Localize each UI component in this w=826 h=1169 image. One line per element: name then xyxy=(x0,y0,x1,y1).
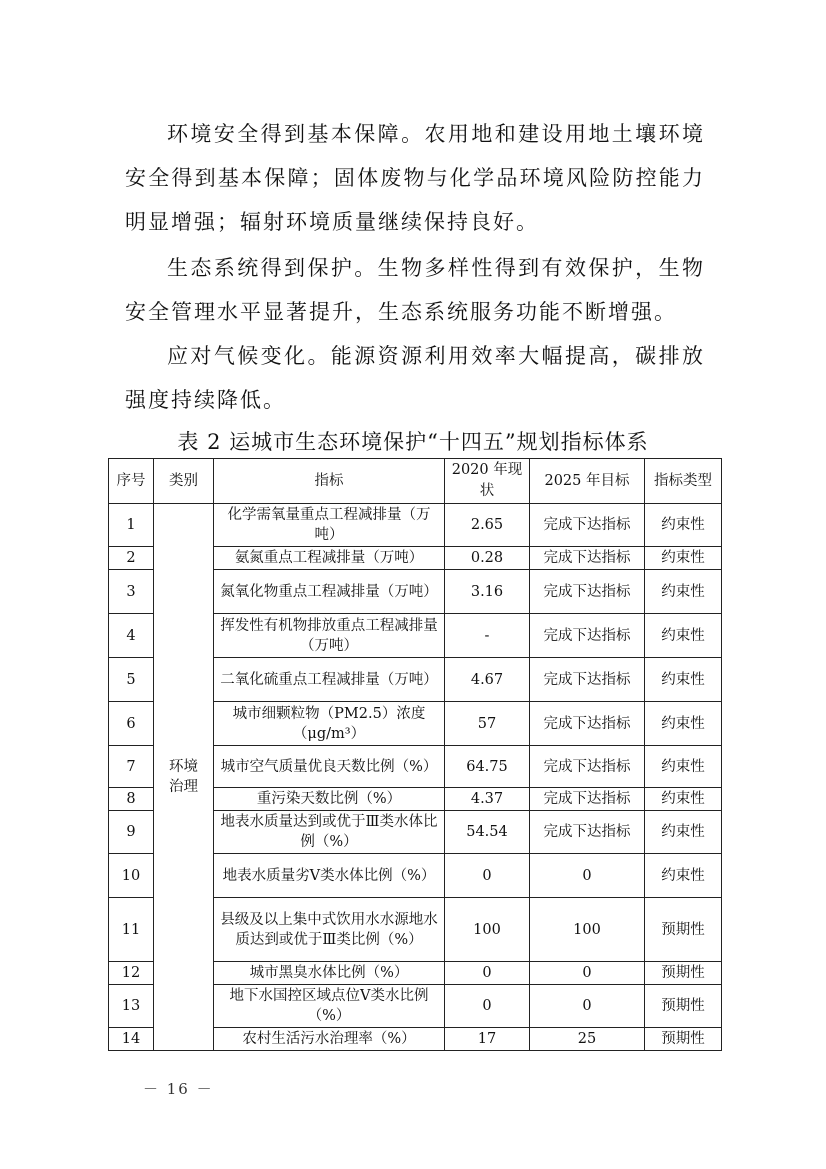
cell-indicator: 地表水质量达到或优于Ⅲ类水体比例（%） xyxy=(214,811,445,854)
paragraph-ecosystem: 生态系统得到保护。生物多样性得到有效保护，生物安全管理水平显著提升，生态系统服务功能不断增强。 xyxy=(125,256,705,324)
cell-type: 约束性 xyxy=(645,746,722,788)
cell-indicator: 地下水国控区域点位Ⅴ类水比例（%） xyxy=(214,985,445,1028)
cell-type: 约束性 xyxy=(645,614,722,658)
cell-status-2020: 0 xyxy=(445,854,530,898)
cell-target-2025: 完成下达指标 xyxy=(530,702,645,746)
cell-type: 约束性 xyxy=(645,658,722,702)
cell-target-2025: 完成下达指标 xyxy=(530,658,645,702)
cell-type: 预期性 xyxy=(645,962,722,985)
cell-status-2020: 0.28 xyxy=(445,547,530,570)
paragraph-environment-safety: 环境安全得到基本保障。农用地和建设用地土壤环境安全得到基本保障；固体废物与化学品环境风险防控能力明显增强；辐射环境质量继续保持良好。 xyxy=(125,122,705,234)
paragraph-climate: 应对气候变化。能源资源利用效率大幅提高，碳排放强度持续降低。 xyxy=(125,344,705,412)
cell-no: 5 xyxy=(109,658,154,702)
indicator-table xyxy=(108,458,722,1051)
cell-status-2020: 3.16 xyxy=(445,570,530,614)
cell-target-2025: 完成下达指标 xyxy=(530,811,645,854)
cell-status-2020: 54.54 xyxy=(445,811,530,854)
header-indicator: 指标 xyxy=(214,459,445,504)
cell-status-2020: - xyxy=(445,614,530,658)
cell-status-2020: 4.37 xyxy=(445,788,530,811)
cell-type: 约束性 xyxy=(645,788,722,811)
cell-target-2025: 完成下达指标 xyxy=(530,547,645,570)
cell-indicator: 县级及以上集中式饮用水水源地水质达到或优于Ⅲ类比例（%） xyxy=(214,898,445,962)
cell-category: 环境治理 xyxy=(154,504,214,1051)
cell-target-2025: 25 xyxy=(530,1028,645,1051)
cell-no: 10 xyxy=(109,854,154,898)
cell-status-2020: 57 xyxy=(445,702,530,746)
cell-no: 9 xyxy=(109,811,154,854)
page-number: － 16 － xyxy=(143,1080,214,1098)
cell-status-2020: 100 xyxy=(445,898,530,962)
table-body xyxy=(109,504,722,1051)
cell-status-2020: 17 xyxy=(445,1028,530,1051)
cell-no: 6 xyxy=(109,702,154,746)
cell-no: 8 xyxy=(109,788,154,811)
cell-no: 14 xyxy=(109,1028,154,1051)
cell-no: 7 xyxy=(109,746,154,788)
table-row xyxy=(109,504,722,547)
cell-target-2025: 完成下达指标 xyxy=(530,570,645,614)
cell-indicator: 挥发性有机物排放重点工程减排量（万吨） xyxy=(214,614,445,658)
cell-status-2020: 64.75 xyxy=(445,746,530,788)
cell-no: 13 xyxy=(109,985,154,1028)
cell-no: 12 xyxy=(109,962,154,985)
cell-type: 约束性 xyxy=(645,570,722,614)
cell-type: 预期性 xyxy=(645,985,722,1028)
cell-type: 预期性 xyxy=(645,1028,722,1051)
cell-status-2020: 0 xyxy=(445,985,530,1028)
cell-no: 3 xyxy=(109,570,154,614)
header-status-2020: 2020 年现状 xyxy=(445,459,530,504)
cell-target-2025: 完成下达指标 xyxy=(530,746,645,788)
cell-no: 4 xyxy=(109,614,154,658)
cell-indicator: 化学需氧量重点工程减排量（万吨） xyxy=(214,504,445,547)
cell-target-2025: 0 xyxy=(530,985,645,1028)
cell-no: 1 xyxy=(109,504,154,547)
table-header-row xyxy=(109,459,722,504)
header-category: 类别 xyxy=(154,459,214,504)
cell-type: 约束性 xyxy=(645,811,722,854)
cell-type: 约束性 xyxy=(645,702,722,746)
cell-indicator: 城市细颗粒物（PM2.5）浓度（μg/m³） xyxy=(214,702,445,746)
cell-no: 11 xyxy=(109,898,154,962)
cell-indicator: 二氧化硫重点工程减排量（万吨） xyxy=(214,658,445,702)
cell-indicator: 氨氮重点工程减排量（万吨） xyxy=(214,547,445,570)
cell-target-2025: 100 xyxy=(530,898,645,962)
cell-type: 约束性 xyxy=(645,547,722,570)
cell-type: 预期性 xyxy=(645,898,722,962)
cell-type: 约束性 xyxy=(645,504,722,547)
cell-target-2025: 完成下达指标 xyxy=(530,788,645,811)
cell-target-2025: 0 xyxy=(530,962,645,985)
cell-indicator: 城市空气质量优良天数比例（%） xyxy=(214,746,445,788)
cell-target-2025: 完成下达指标 xyxy=(530,614,645,658)
header-type: 指标类型 xyxy=(645,459,722,504)
header-target-2025: 2025 年目标 xyxy=(530,459,645,504)
table-caption: 表 2 运城市生态环境保护“十四五”规划指标体系 xyxy=(177,430,649,454)
cell-status-2020: 2.65 xyxy=(445,504,530,547)
cell-no: 2 xyxy=(109,547,154,570)
cell-indicator: 地表水质量劣Ⅴ类水体比例（%） xyxy=(214,854,445,898)
cell-status-2020: 0 xyxy=(445,962,530,985)
cell-type: 约束性 xyxy=(645,854,722,898)
cell-indicator: 重污染天数比例（%） xyxy=(214,788,445,811)
cell-status-2020: 4.67 xyxy=(445,658,530,702)
cell-target-2025: 完成下达指标 xyxy=(530,504,645,547)
cell-target-2025: 0 xyxy=(530,854,645,898)
cell-indicator: 农村生活污水治理率（%） xyxy=(214,1028,445,1051)
cell-indicator: 氮氧化物重点工程减排量（万吨） xyxy=(214,570,445,614)
header-no: 序号 xyxy=(109,459,154,504)
cell-indicator: 城市黑臭水体比例（%） xyxy=(214,962,445,985)
